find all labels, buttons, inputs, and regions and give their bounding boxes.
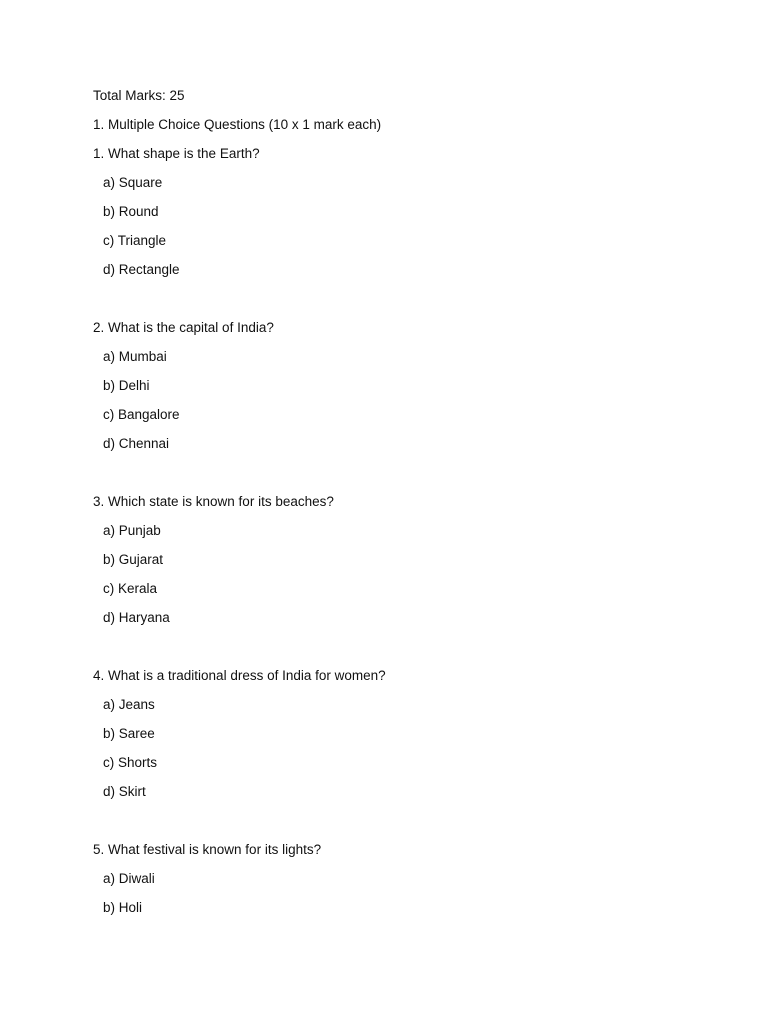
question-text: 1. What shape is the Earth?: [93, 146, 260, 161]
option: a) Punjab: [103, 523, 161, 538]
option: d) Rectangle: [103, 262, 180, 277]
option: b) Gujarat: [103, 552, 164, 567]
question-text: 4. What is a traditional dress of India for women?: [93, 668, 386, 683]
spacer: [93, 811, 693, 840]
option: c) Shorts: [103, 755, 158, 770]
option: b) Saree: [103, 726, 155, 741]
option: b) Round: [103, 204, 159, 219]
spacer: [93, 289, 693, 318]
section-heading: 1. Multiple Choice Questions (10 x 1 mark each): [93, 117, 382, 132]
question-block-2: [93, 318, 693, 454]
option: a) Mumbai: [103, 349, 167, 364]
option: b) Delhi: [103, 378, 150, 393]
question-text: 3. Which state is known for its beaches?: [93, 494, 334, 509]
question-block-3: [93, 492, 693, 628]
question-block-1: [93, 144, 693, 280]
option: a) Jeans: [103, 697, 155, 712]
question-block-5: [93, 840, 693, 918]
option: a) Square: [103, 175, 163, 190]
option: d) Skirt: [103, 784, 146, 799]
option: c) Bangalore: [103, 407, 180, 422]
question-text: 2. What is the capital of India?: [93, 320, 274, 335]
option: a) Diwali: [103, 871, 155, 886]
total-marks: Total Marks: 25: [93, 88, 185, 103]
option: d) Chennai: [103, 436, 170, 451]
option: d) Haryana: [103, 610, 170, 625]
document-body: [93, 86, 693, 927]
question-block-4: [93, 666, 693, 802]
option: c) Triangle: [103, 233, 167, 248]
option: b) Holi: [103, 900, 143, 915]
spacer: [93, 637, 693, 666]
spacer: [93, 463, 693, 492]
option: c) Kerala: [103, 581, 158, 596]
question-text: 5. What festival is known for its lights?: [93, 842, 322, 857]
